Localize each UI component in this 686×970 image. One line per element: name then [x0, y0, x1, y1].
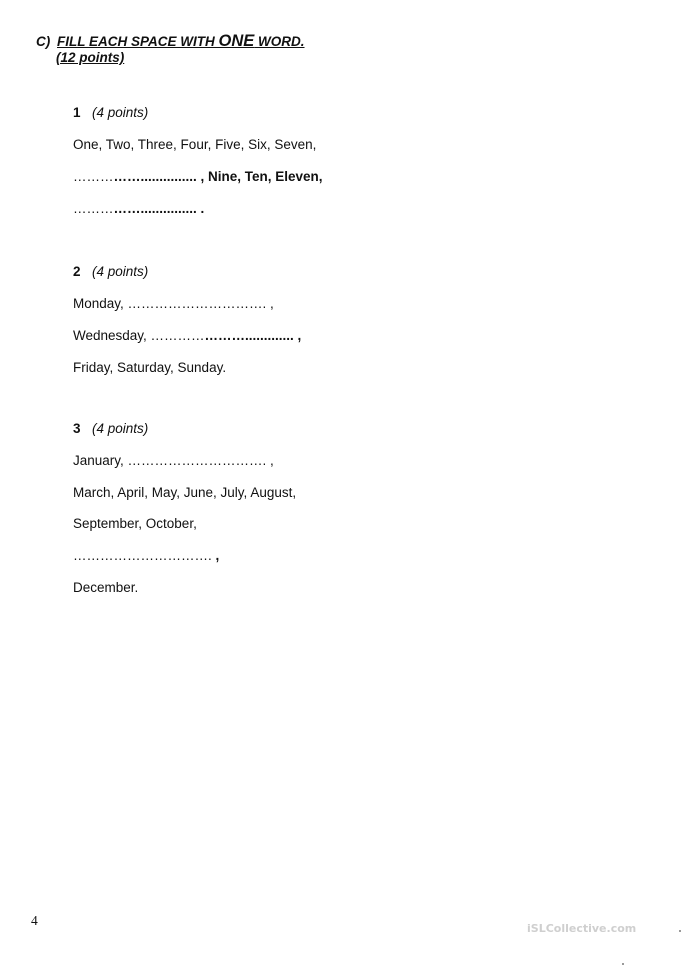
- line-text: ,: [211, 548, 220, 563]
- exercise-3-line-2: March, April, May, June, July, August,: [73, 485, 297, 500]
- exercise-2-line-1: Monday, …………………………. ,: [73, 296, 274, 311]
- watermark-dot: [622, 963, 624, 965]
- blank-dots-bold: ……...............: [113, 201, 197, 216]
- exercise-number: 2: [73, 264, 81, 279]
- exercise-3-line-1: January, …………………………. ,: [73, 453, 274, 468]
- blank-dots: …………: [150, 328, 205, 343]
- watermark-logo: iSLCollective.com: [527, 922, 637, 935]
- blank-dots: ………: [73, 169, 114, 184]
- page-number: 4: [31, 913, 38, 928]
- exercise-number: 3: [73, 421, 81, 436]
- exercise-2-line-2: [73, 327, 301, 345]
- section-instruction: FILL EACH SPACE WITH ONE WORD.: [57, 32, 305, 50]
- exercise-2-line-3: Friday, Saturday, Sunday.: [73, 360, 227, 375]
- exercise-1-line-2: [73, 168, 323, 186]
- exercise-1-line-1: One, Two, Three, Four, Five, Six, Seven,: [73, 137, 317, 152]
- blank-dots: ………………………….: [73, 548, 212, 563]
- exercise-points: (4 points): [92, 105, 149, 120]
- exercise-number: 1: [73, 105, 81, 120]
- exercise-points: (4 points): [92, 421, 149, 436]
- section-letter: C): [36, 34, 51, 49]
- blank-dots: ………: [73, 201, 114, 216]
- section-heading: [36, 33, 305, 66]
- exercise-1-header: [73, 104, 148, 122]
- exercise-1-line-3: [73, 200, 204, 218]
- exercise-3-line-4: [73, 547, 219, 565]
- line-text: .: [196, 201, 205, 216]
- exercise-3-line-5: December.: [73, 580, 139, 595]
- exercise-2-header: [73, 263, 148, 281]
- line-text: Wednesday,: [73, 328, 151, 343]
- watermark-dot: [679, 930, 681, 932]
- exercise-3-header: [73, 420, 148, 438]
- exercise-3-line-3: September, October,: [73, 516, 197, 531]
- blank-dots-bold: ………............. ,: [204, 328, 302, 343]
- blank-dots-bold: ……...............: [113, 169, 197, 184]
- line-text: , Nine, Ten, Eleven,: [196, 169, 323, 184]
- exercise-points: (4 points): [92, 264, 149, 279]
- section-points: (12 points): [56, 50, 125, 65]
